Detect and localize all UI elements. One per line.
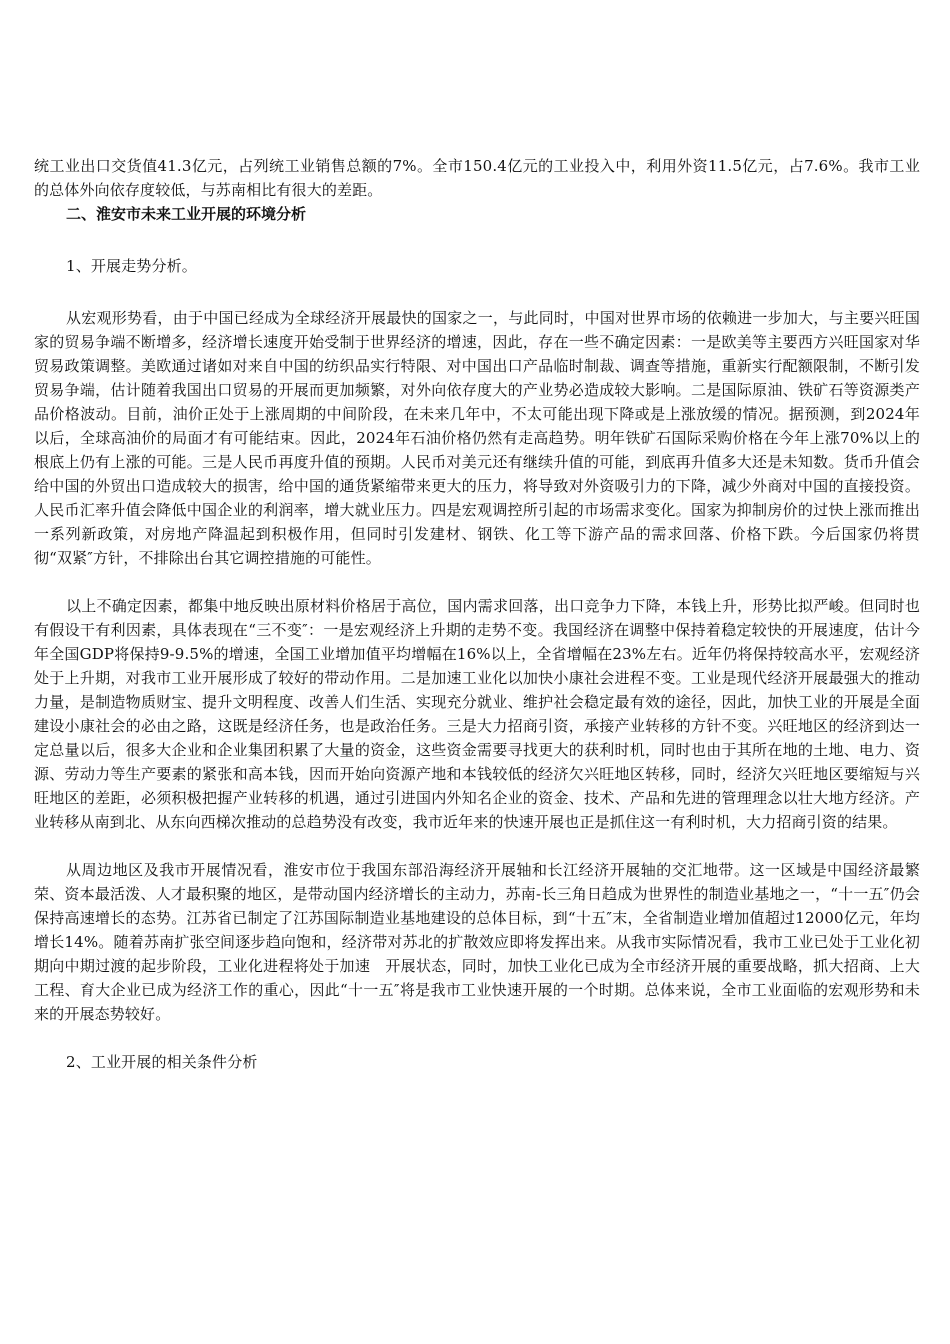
paragraph-1: 从宏观形势看，由于中国已经成为全球经济开展最快的国家之一，与此同时，中国对世界市场的依赖进一步加大，与主要兴旺国家的贸易争端不断增多，经济增长速度开始受制于世界经济的增速，因此，存在一些不确定因素：一是欧美等主要西方兴旺国家对华贸易政策调整。美欧通过诸如对来自中国的纺织品实行特限、对中国出口产品临时制裁、调查等措施，重新实行配额限制，不断引发贸易争端，估计随着我国出口贸易的开展而更加频繁，对外向依存度大的产业势必造成较大影响。二是国际原油、铁矿石等资源类产品价格波动。目前，油价正处于上涨周期的中间阶段，在未来几年中，不太可能出现下降或是上涨放缓的情况。据预测，到2024年以后，全球高油价的局面才有可能结束。因此，2024年石油价格仍然有走高趋势。明年铁矿石国际采购价格在今年上涨70%以上的根底上仍有上涨的可能。三是人民币再度升值的预期。人民币对美元还有继续升值的可能，到底再升值多大还是未知数。货币升值会给中国的外贸出口造成较大的损害，给中国的通货紧缩带来更大的压力，将导致对外资吸引力的下降，减少外商对中国的直接投资。人民币汇率升值会降低中国企业的利润率，增大就业压力。四是宏观调控所引起的市场需求变化。国家为抑制房价的过快上涨而推出一系列新政策，对房地产降温起到积极作用，但同时引发建材、钢铁、化工等下游产品的需求回落、价格下跌。今后国家仍将贯彻“双紧″方针，不排除出台其它调控措施的可能性。: [34, 309, 920, 567]
subsection-heading-1: 1、开展走势分析。: [66, 257, 197, 275]
paragraph-2: 以上不确定因素，都集中地反映出原材料价格居于高位，国内需求回落，出口竞争力下降，本钱上升，形势比拟严峻。但同时也有假设干有利因素，具体表现在“三不变″：一是宏观经济上升期的走势不变。我国经济在调整中保持着稳定较快的开展速度，估计今年全国GDP将保持9-9.5%的增速，全国工业增加值平均增幅在16%以上，全省增幅在23%左右。近年仍将保持较高水平，宏观经济处于上升期，对我市工业开展形成了较好的带动作用。二是加速工业化以加快小康社会进程不变。工业是现代经济开展最强大的推动力量，是制造物质财宝、提升文明程度、改善人们生活、实现充分就业、维护社会稳定最有效的途径，因此，加快工业的开展是全面建设小康社会的必由之路，这既是经济任务，也是政治任务。三是大力招商引资，承接产业转移的方针不变。兴旺地区的经济到达一定总量以后，很多大企业和企业集团积累了大量的资金，这些资金需要寻找更大的获利时机，同时也由于其所在地的土地、电力、资源、劳动力等生产要素的紧张和高本钱，因而开始向资源产地和本钱较低的经济欠兴旺地区转移，同时，经济欠兴旺地区要缩短与兴旺地区的差距，必须积极把握产业转移的机遇，通过引进国内外知名企业的资金、技术、产品和先进的管理理念以壮大地方经济。产业转移从南到北、从东向西梯次推动的总趋势没有改变，我市近年来的快速开展也正是抓住这一有利时机，大力招商引资的结果。: [34, 597, 920, 831]
document-page: [34, 154, 920, 1074]
intro-paragraph: 统工业出口交货值41.3亿元，占列统工业销售总额的7%。全市150.4亿元的工业投入中，利用外资11.5亿元，占7.6%。我市工业的总体外向依存度较低，与苏南相比有很大的差距。: [34, 157, 920, 199]
subsection-heading-2: 2、工业开展的相关条件分析: [66, 1053, 258, 1071]
section-heading: 二、淮安市未来工业开展的环境分析: [66, 205, 307, 223]
paragraph-3: 从周边地区及我市开展情况看，淮安市位于我国东部沿海经济开展轴和长江经济开展轴的交汇地带。这一区域是中国经济最繁荣、资本最活泼、人才最积聚的地区，是带动国内经济增长的主动力，苏南-长三角日趋成为世界性的制造业基地之一，“十一五″仍会保持高速增长的态势。江苏省已制定了江苏国际制造业基地建设的总体目标，到“十五″末，全省制造业增加值超过12000亿元，年均增长14%。随着苏南扩张空间逐步趋向饱和，经济带对苏北的扩散效应即将发挥出来。从我市实际情况看，我市工业已处于工业化初期向中期过渡的起步阶段，工业化进程将处于加速 开展状态，同时，加快工业化已成为全市经济开展的重要战略，抓大招商、上大工程、育大企业已成为经济工作的重心，因此“十一五″将是我市工业快速开展的一个时期。总体来说，全市工业面临的宏观形势和未来的开展态势较好。: [34, 861, 920, 1023]
